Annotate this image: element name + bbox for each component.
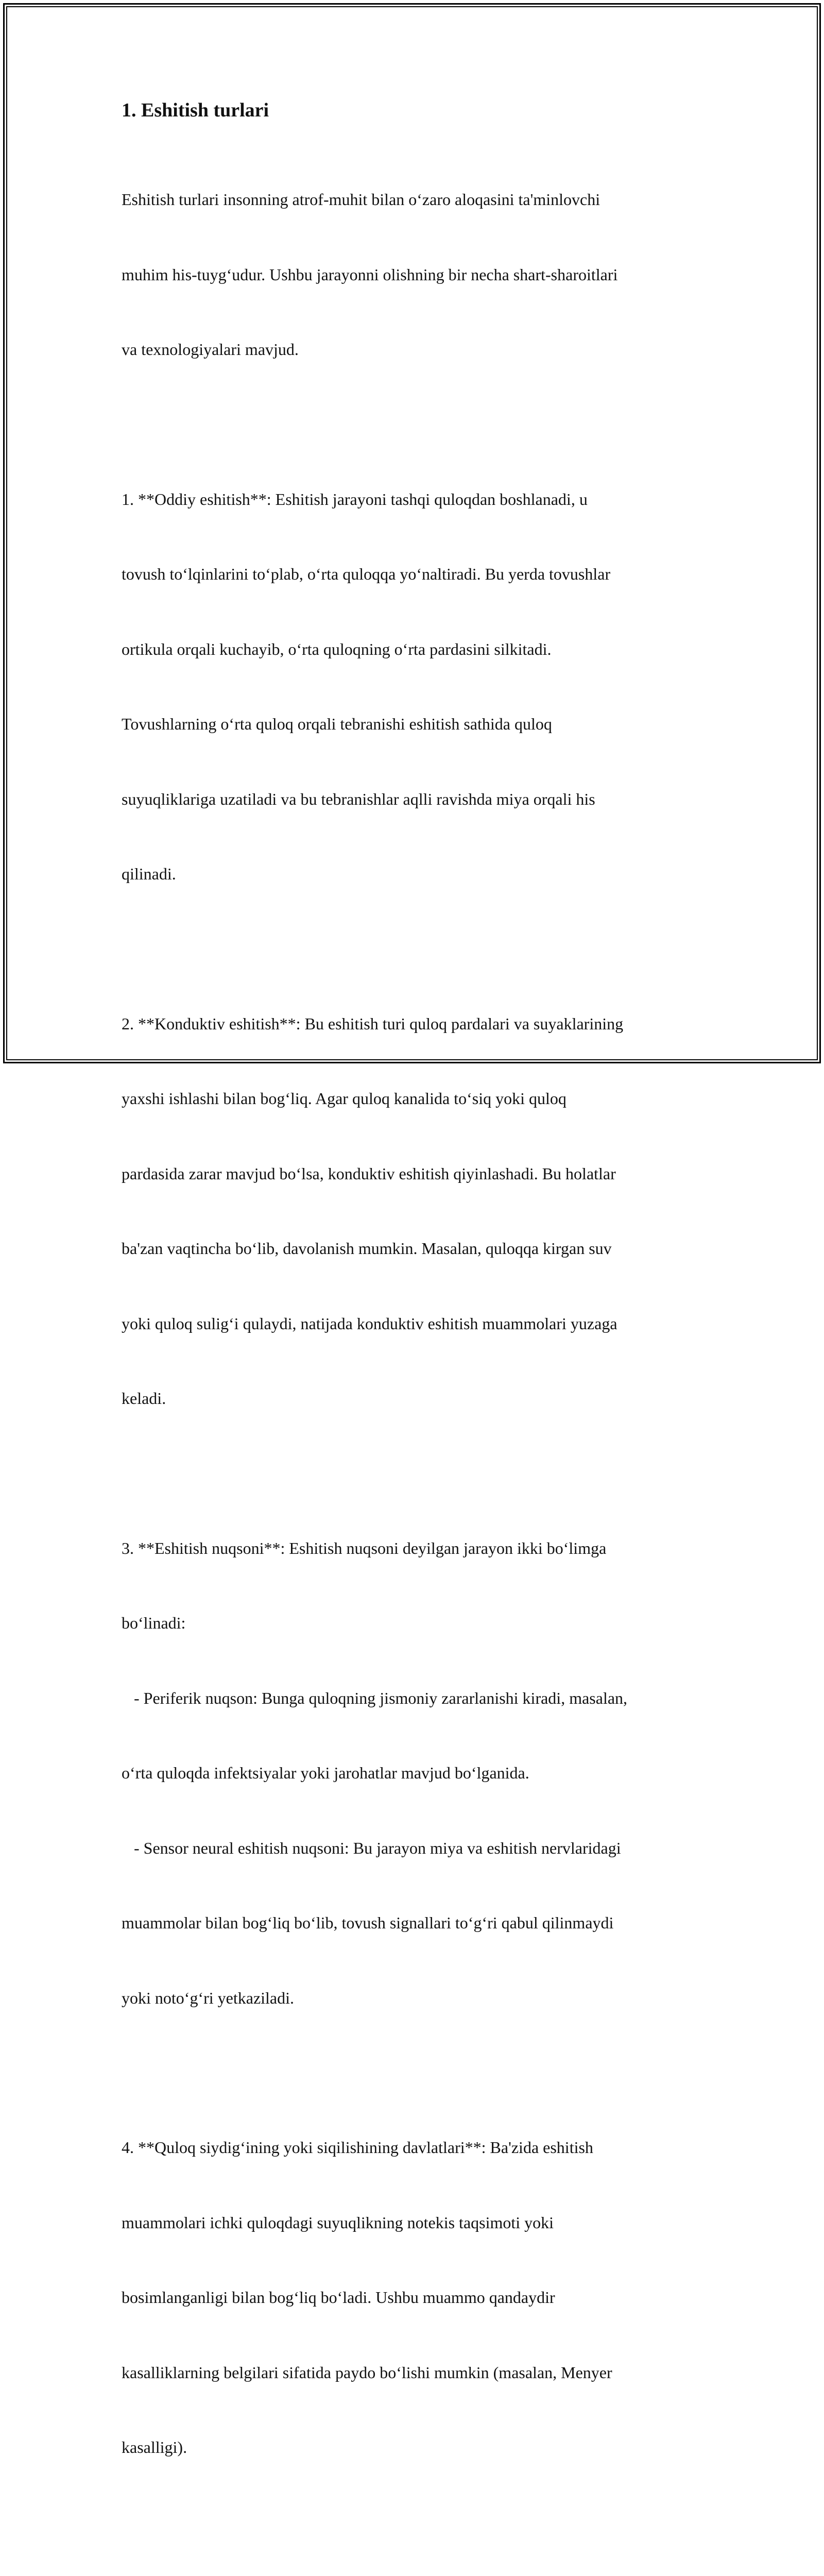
text-line: yoki quloq sulig‘i qulaydi, natijada konduktiv eshitish muammolari yuzaga bbox=[122, 1311, 709, 1336]
text-line: muammolari ichki quloqdagi suyuqlikning notekis taqsimoti yoki bbox=[122, 2210, 709, 2235]
text-line: tovush to‘lqinlarini to‘plab, o‘rta quloqqa yo‘naltiradi. Bu yerda tovushlar bbox=[122, 562, 709, 587]
text-line: keladi. bbox=[122, 1386, 709, 1411]
text-line: yoki noto‘g‘ri yetkaziladi. bbox=[122, 1986, 709, 2011]
text-line: muhim his-tuyg‘udur. Ushbu jarayonni olishning bir necha shart-sharoitlari bbox=[122, 262, 709, 287]
text-line: 4. **Quloq siydig‘ining yoki siqilishining davlatlari**: Ba'zida eshitish bbox=[122, 2135, 709, 2160]
document-body bbox=[122, 96, 709, 2576]
text-line: Tovushlarning o‘rta quloq orqali tebranishi eshitish sathida quloq bbox=[122, 711, 709, 737]
section-eshitish-nuqsoni bbox=[122, 1486, 709, 2061]
text-line: kasalliklarning belgilari sifatida paydo bo‘lishi mumkin (masalan, Menyer bbox=[122, 2360, 709, 2385]
text-line: ortikula orqali kuchayib, o‘rta quloqning o‘rta pardasini silkitadi. bbox=[122, 637, 709, 662]
text-line: 3. **Eshitish nuqsoni**: Eshitish nuqsoni deyilgan jarayon ikki bo‘limga bbox=[122, 1536, 709, 1561]
text-line: va texnologiyalari mavjud. bbox=[122, 337, 709, 362]
text-line: 2. **Konduktiv eshitish**: Bu eshitish turi quloq pardalari va suyaklarining bbox=[122, 1011, 709, 1037]
list-item-line: - Sensor neural eshitish nuqsoni: Bu jarayon miya va eshitish nervlaridagi bbox=[122, 1836, 709, 1861]
document-title: 1. Eshitish turlari bbox=[122, 96, 709, 125]
list-item-line: - Periferik nuqson: Bunga quloqning jismoniy zararlanishi kiradi, masalan, bbox=[122, 1686, 709, 1711]
section-konduktiv-eshitish bbox=[122, 961, 709, 1461]
text-line: pardasida zarar mavjud bo‘lsa, konduktiv eshitish qiyinlashadi. Bu holatlar bbox=[122, 1161, 709, 1187]
text-line: bo‘linadi: bbox=[122, 1611, 709, 1636]
text-line: bosimlanganligi bilan bog‘liq bo‘ladi. Ushbu muammo qandaydir bbox=[122, 2285, 709, 2310]
text-line: qilinadi. bbox=[122, 861, 709, 887]
section-samarqand-statistika bbox=[122, 2535, 709, 2576]
section-oddiy-eshitish bbox=[122, 437, 709, 937]
text-line: kasalligi). bbox=[122, 2435, 709, 2460]
section-quloq-siydigi bbox=[122, 2085, 709, 2510]
text-line: 1. **Oddiy eshitish**: Eshitish jarayoni tashqi quloqdan boshlanadi, u bbox=[122, 487, 709, 512]
text-line: ba'zan vaqtincha bo‘lib, davolanish mumkin. Masalan, quloqqa kirgan suv bbox=[122, 1236, 709, 1261]
text-line: muammolar bilan bog‘liq bo‘lib, tovush signallari to‘g‘ri qabul qilinmaydi bbox=[122, 1910, 709, 1936]
text-line: yaxshi ishlashi bilan bog‘liq. Agar quloq kanalida to‘siq yoki quloq bbox=[122, 1086, 709, 1111]
text-line: suyuqliklariga uzatiladi va bu tebranishlar aqlli ravishda miya orqali his bbox=[122, 787, 709, 812]
text-line: Eshitish turlari insonning atrof-muhit bilan o‘zaro aloqasini ta'minlovchi bbox=[122, 187, 709, 212]
text-line: o‘rta quloqda infektsiyalar yoki jarohatlar mavjud bo‘lganida. bbox=[122, 1760, 709, 1786]
intro-paragraph bbox=[122, 137, 709, 412]
